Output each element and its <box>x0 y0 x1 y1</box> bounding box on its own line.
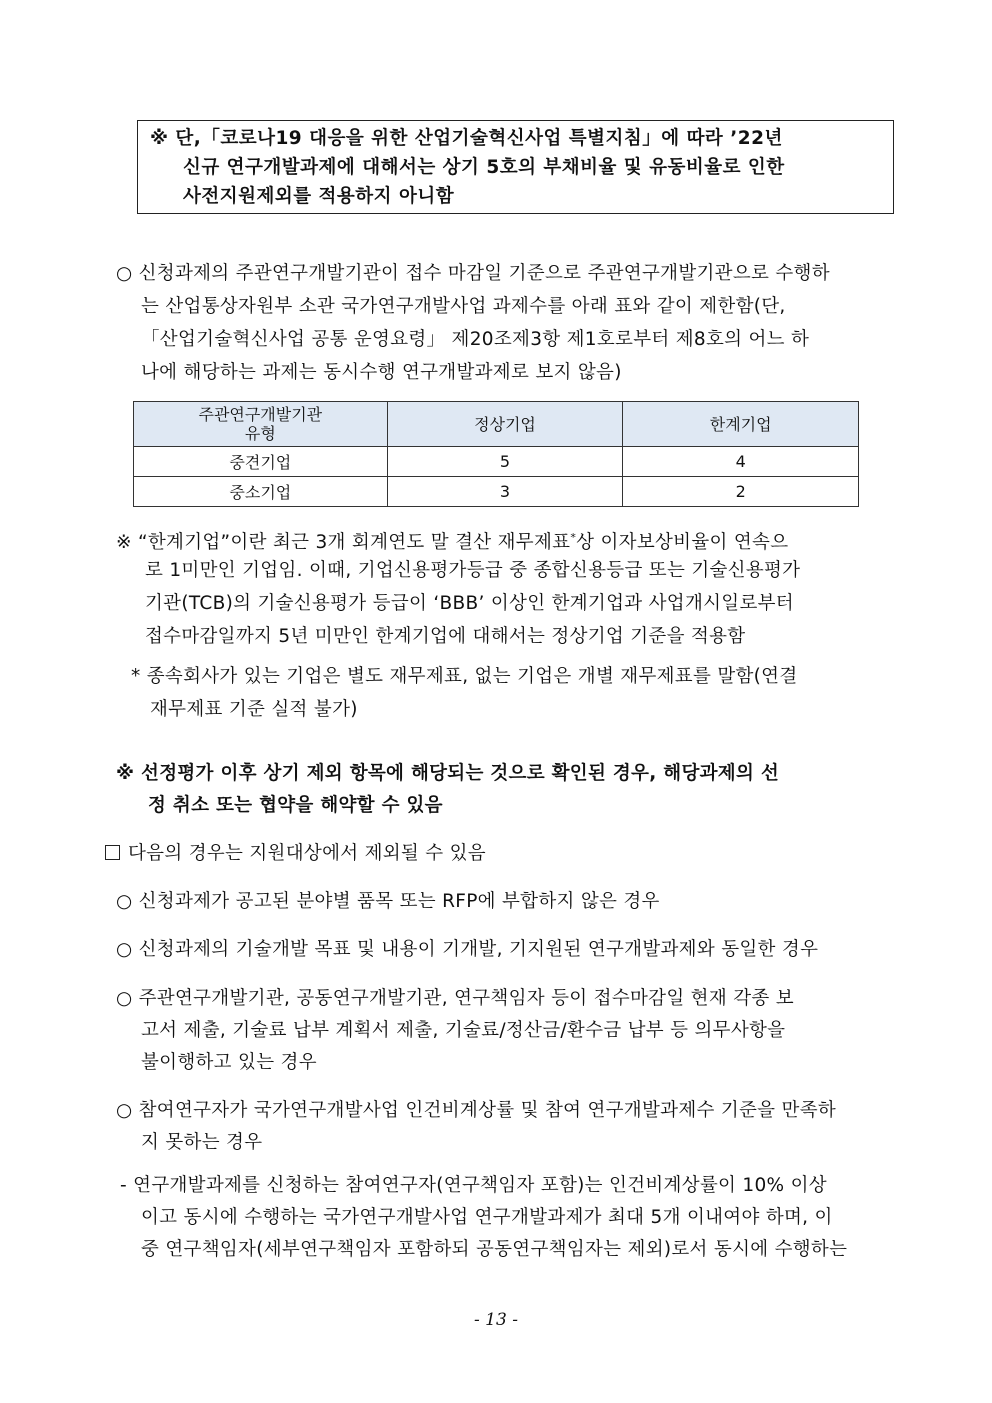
table-row <box>134 447 859 477</box>
exclusion-item-4-line-2: 지 못하는 경우 <box>141 1132 263 1153</box>
marginal-note-line-4: 접수마감일까지 5년 미만인 한계기업에 대해서는 정상기업 기준을 적용함 <box>145 626 746 647</box>
table-cell: 2 <box>623 477 859 507</box>
limit-para-line-2: 는 산업통상자원부 소관 국가연구개발사업 과제수를 아래 표와 같이 제한함(단, <box>141 296 786 317</box>
table-cell: 중소기업 <box>134 477 388 507</box>
exclusion-item-3-line-2: 고서 제출, 기술료 납부 계획서 제출, 기술료/정산금/환수금 납부 등 의무사항을 <box>141 1020 786 1041</box>
table-row <box>134 477 859 507</box>
limit-para-line-3: 「산업기술혁신사업 공통 운영요령」 제20조제3항 제1호로부터 제8호의 어느 하 <box>141 329 810 350</box>
footnote-marker: * <box>570 531 577 544</box>
exclusion-item-5-line-1: - 연구개발과제를 신청하는 참여연구자(연구책임자 포함)는 인건비계상률이 10% 이상 <box>120 1175 827 1196</box>
notice-line-3: 사전지원제외를 적용하지 아니함 <box>183 186 455 207</box>
page-number: - 13 - <box>474 1310 518 1330</box>
exclusion-item-2: ○ 신청과제의 기술개발 목표 및 내용이 기개발, 기지원된 연구개발과제와 동일한 경우 <box>116 939 819 960</box>
marginal-note-line-1 <box>116 522 788 559</box>
limit-para-line-1: ○ 신청과제의 주관연구개발기관이 접수 마감일 기준으로 주관연구개발기관으로 수행하 <box>116 263 830 284</box>
table-header-marginal: 한계기업 <box>623 402 859 447</box>
table-cell: 3 <box>387 477 623 507</box>
table-header-row <box>134 402 859 447</box>
table-header-type <box>134 402 388 447</box>
checkbox-square-icon <box>105 845 120 860</box>
exclusion-item-4-line-1: ○ 참여연구자가 국가연구개발사업 인건비계상률 및 참여 연구개발과제수 기준을 만족하 <box>116 1100 837 1121</box>
footnote-line-1: * 종속회사가 있는 기업은 별도 재무제표, 없는 기업은 개별 재무제표를 말함(연결 <box>131 666 798 687</box>
exclusion-item-3-line-3: 불이행하고 있는 경우 <box>141 1052 317 1073</box>
exclusion-item-1: ○ 신청과제가 공고된 분야별 품목 또는 RFP에 부합하지 않은 경우 <box>116 891 660 912</box>
table-header-type-line-2: 유형 <box>244 424 276 443</box>
limit-para-line-4: 나에 해당하는 과제는 동시수행 연구개발과제로 보지 않음) <box>141 362 622 383</box>
table-cell: 중견기업 <box>134 447 388 477</box>
bold-note-line-2: 정 취소 또는 협약을 해약할 수 있음 <box>148 795 443 816</box>
notice-text <box>150 124 890 211</box>
table-cell: 4 <box>623 447 859 477</box>
table-cell: 5 <box>387 447 623 477</box>
notice-line-1: ※ 단,「코로나19 대응을 위한 산업기술혁신사업 특별지침」에 따라 ’22년 <box>150 128 783 149</box>
exclusion-item-3-line-1: ○ 주관연구개발기관, 공동연구개발기관, 연구책임자 등이 접수마감일 현재 각종 보 <box>116 988 794 1009</box>
notice-line-2: 신규 연구개발과제에 대해서는 상기 5호의 부채비율 및 유동비율로 인한 <box>183 157 785 178</box>
marginal-note-line-1a: ※ “한계기업”이란 최근 3개 회계연도 말 결산 재무제표 <box>116 532 571 554</box>
section-heading <box>105 838 486 870</box>
marginal-note-line-1b: 상 이자보상비율이 연속으 <box>576 532 789 554</box>
project-limit-table <box>133 401 859 507</box>
section-heading-text: 다음의 경우는 지원대상에서 제외될 수 있음 <box>128 843 486 864</box>
marginal-note-line-2: 로 1미만인 기업임. 이때, 기업신용평가등급 중 종합신용등급 또는 기술신용평가 <box>145 560 801 581</box>
marginal-note-line-3: 기관(TCB)의 기술신용평가 등급이 ‘BBB’ 이상인 한계기업과 사업개시일로부터 <box>145 593 794 614</box>
footnote-line-2: 재무제표 기준 실적 불가) <box>150 699 358 720</box>
exclusion-item-5-line-3: 중 연구책임자(세부연구책임자 포함하되 공동연구책임자는 제외)로서 동시에 수행하는 <box>141 1239 848 1260</box>
table-header-type-line-1: 주관연구개발기관 <box>198 405 323 424</box>
bold-note-line-1: ※ 선정평가 이후 상기 제외 항목에 해당되는 것으로 확인된 경우, 해당과제의 선 <box>116 763 780 784</box>
exclusion-item-5-line-2: 이고 동시에 수행하는 국가연구개발사업 연구개발과제가 최대 5개 이내여야 하며, 이 <box>141 1207 833 1228</box>
table-header-normal: 정상기업 <box>387 402 623 447</box>
